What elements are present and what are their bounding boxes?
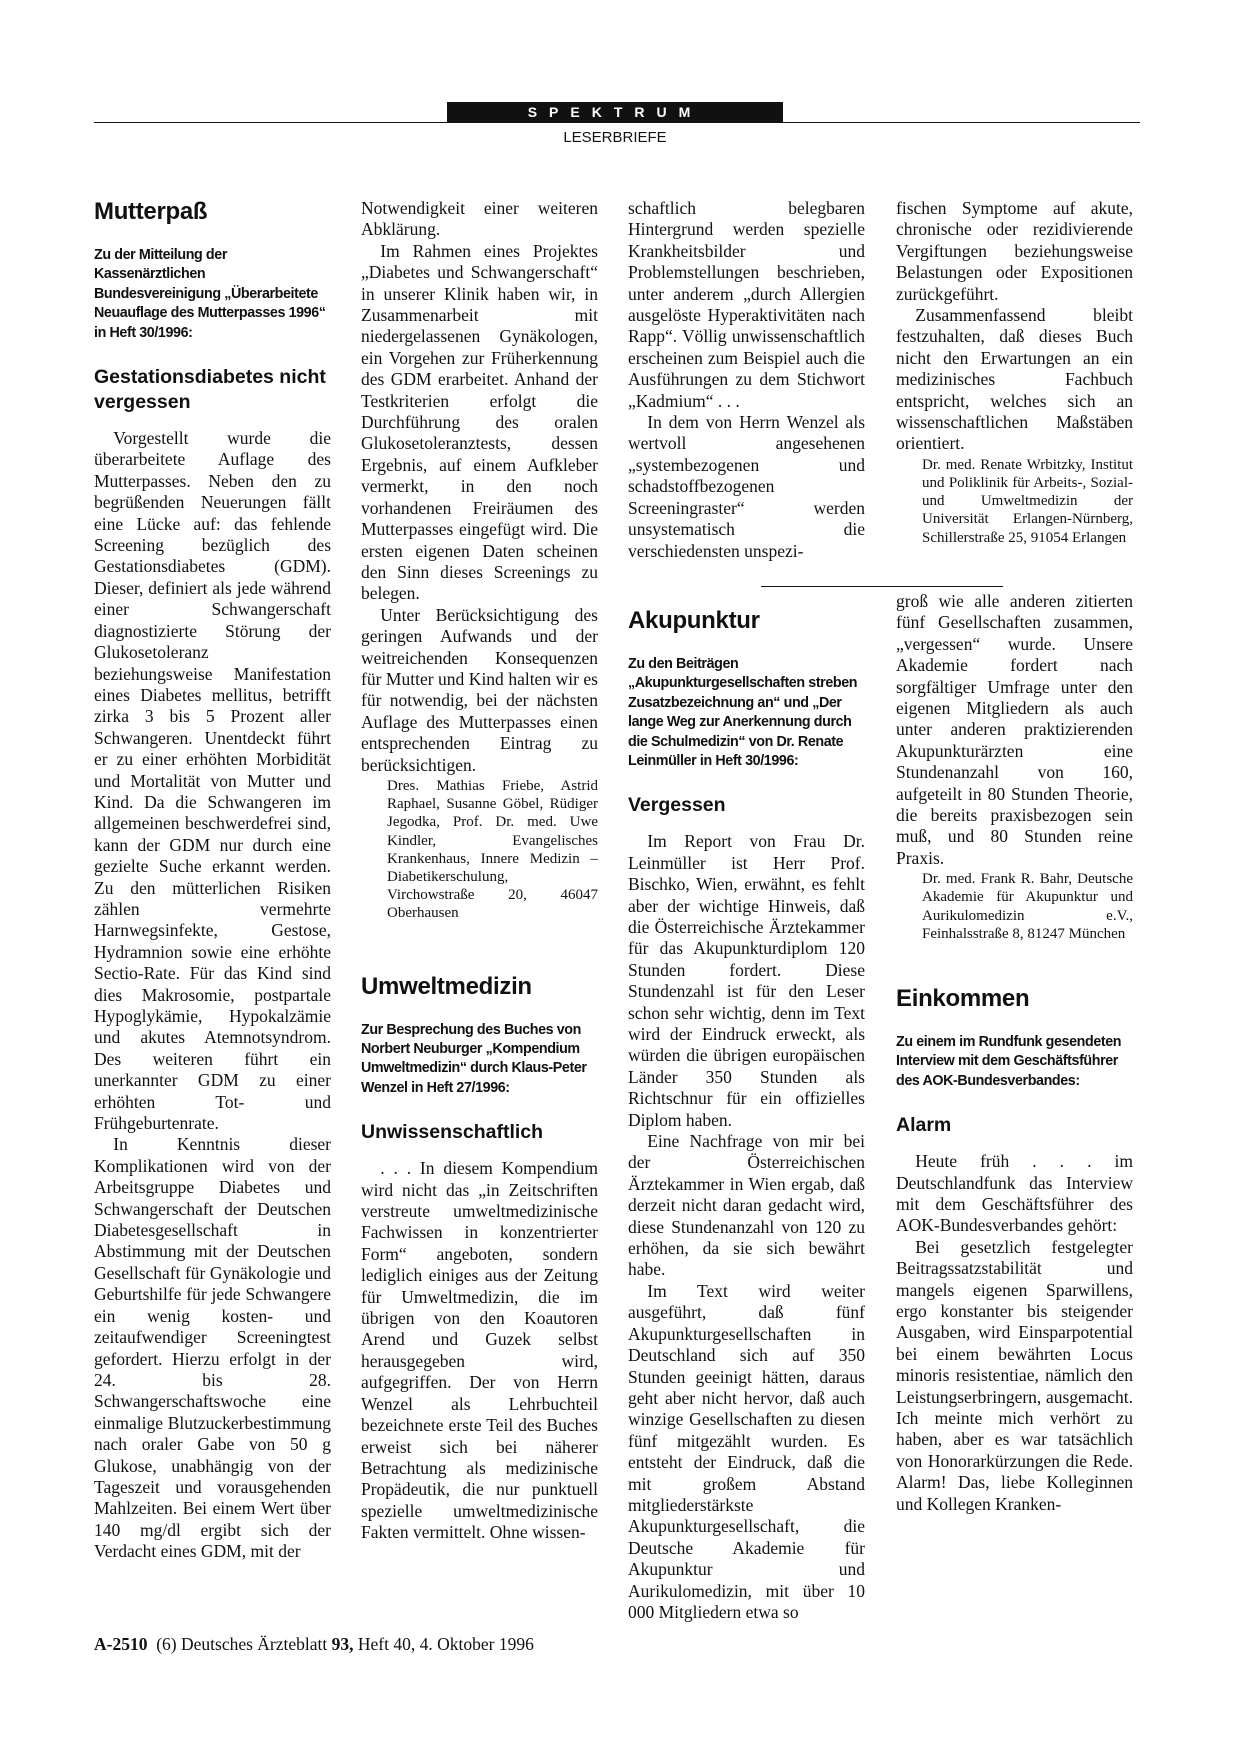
body-paragraph: schaftlich belegbaren Hintergrund werden spezielle Krankheitsbilder und Problemstellungen beschrieben, unter anderem „durch Allergien ausgelöste Hyperaktivitäten nach Rapp“. Völlig unwissenschaftlich erscheinen zum Beispiel auch die Ausführungen zu dem Stichwort „Kadmium“ . . .: [628, 198, 865, 411]
section-label: LESERBRIEFE: [563, 129, 667, 146]
article-intro: Zu der Mitteilung der Kassenärztlichen Bundesvereinigung „Überarbeitete Neuauflage des Mutterpasses 1996“ in Heft 30/1996:: [94, 247, 326, 341]
letter-signature: Dr. med. Renate Wrbitzky, Institut und Poliklinik für Arbeits-, Sozial- und Umweltmedizin der Universität Erlangen-Nürnberg, Schillerstraße 25, 91054 Erlangen: [922, 456, 1133, 546]
page-number: A-2510: [94, 1634, 148, 1654]
article-kicker: Mutterpaß: [94, 198, 208, 225]
body-paragraph: Bei gesetzlich festgelegter Beitragssatzstabilität und mangels eigenen Sparwillens, ergo konstanter bis steigender Ausgaben, wird Einsparpotential bei einem bewährten Locus minoris resistentiae, nämlich den Leistungserbringern, ausgemacht. Ich meinte mich verhört zu haben, aber es war tatsächlich von Honorarkürzungen die Rede. Alarm! Das, liebe Kolleginnen und Kollegen Kranken-: [896, 1236, 1133, 1514]
body-paragraph: groß wie alle anderen zitierten fünf Gesellschaften zusammen, „vergessen“ wurde. Unsere Akademie fordert nach sorgfältiger Umfrage unter den eigenen Mitgliedern als auch unter anderen praktizierenden Akupunkturärzten eine Stundenanzahl von 160, aufgeteilt in 80 Stunden Theorie, die bereits praxisbezogen sein muß, und 80 Stunden reine Praxis.: [896, 590, 1133, 868]
article-kicker: Einkommen: [896, 984, 1030, 1012]
body-paragraph: Im Rahmen eines Projektes „Diabetes und Schwangerschaft“ in unserer Klinik haben wir, in Zusammenarbeit mit niedergelassenen Gynäkologen, ein Vorgehen zur Früherkennung des GDM erarbeitet. Anhand der Testkriterien erfolgt die Durchführung des oralen Glukosetoleranztests, dessen Ergebnis, auf einem Aufkleber vermerkt, in den noch vorhandenen Freiräumen des Mutterpasses eingefügt wird. Die ersten eigenen Daten scheinen den Sinn dieses Screenings zu belegen.: [361, 240, 598, 604]
article-intro: Zu einem im Rundfunk gesendeten Interview mit dem Geschäftsführer des AOK-Bundesverbandes:: [896, 1033, 1122, 1089]
body-paragraph: In dem von Herrn Wenzel als wertvoll angesehenen „systembezogenen und schadstoffbezogenen Screeningraster“ werden unsystematisch die verschiedensten unspezi-: [628, 412, 865, 561]
letter-headline: Unwissenschaftlich: [361, 1121, 544, 1144]
body-paragraph: Im Report von Frau Dr. Leinmüller ist Herr Prof. Bischko, Wien, erwähnt, es fehlt aber der wichtige Hinweis, daß die Österreichische Ärztekammer für das Akupunkturdiplom 120 Stunden fordert. Diese Stundenzahl ist für den Leser schon sehr wichtig, denn im Text wird der Eindruck erweckt, als würden die übrigen europäischen Länder 350 Stunden als Richtschnur für ein offizielles Diplom haben.: [628, 831, 865, 1130]
page-footer: [94, 1634, 534, 1655]
letter-headline: Alarm: [896, 1114, 952, 1137]
header-rule: [94, 122, 1140, 123]
article-intro: Zu den Beiträgen „Akupunkturgesellschaften streben Zusatzbezeichnung an“ und „Der lange Weg zur Anerkennung durch die Schulmedizin“ von Dr. Renate Leinmüller in Heft 30/1996:: [628, 655, 858, 769]
letter-headline: Gestationsdiabetes nicht vergessen: [94, 366, 326, 414]
body-paragraph: Notwendigkeit einer weiteren Abklärung.: [361, 198, 598, 240]
letter-signature: Dr. med. Frank R. Bahr, Deutsche Akademie für Akupunktur und Aurikulomedizin e.V., Feinhalsstraße 8, 81247 München: [922, 871, 1133, 942]
body-paragraph: Vorgestellt wurde die überarbeitete Auflage des Mutterpasses. Neben den zu begrüßenden Neuerungen fällt eine Lücke auf: das fehlende Screening bezüglich des Gestationsdiabetes (GDM). Dieser, definiert als jede während einer Schwangerschaft diagnostizierte Störung der Glukosetoleranz beziehungsweise Manifestation eines Diabetes mellitus, betrifft zirka 3 bis 5 Prozent aller Schwangeren. Unentdeckt führt er zu einer erhöhten Morbidität und Mortalität von Mutter und Kind. Da die Schwangeren im allgemeinen beschwerdefrei sind, kann der GDM nur durch eine gezielte Suche erkannt werden. Zu den mütterlichen Risiken zählen vermehrte Harnwegsinfekte, Gestose, Hydramnion sowie eine erhöhte Sectio-Rate. Für das Kind sind dies Makrosomie, postpartale Hypoglykämie, Hypokalzämie und akutes Atemnotsyndrom. Des weiteren führt ein unerkannter GDM zu einer erhöhten Tot- und Frühgeburtenrate.: [94, 428, 331, 1134]
column-4: [896, 198, 1133, 1515]
section-band: SPEKTRUM: [447, 102, 783, 122]
body-paragraph: Zusammenfassend bleibt festzuhalten, daß dieses Buch nicht den Erwartungen an ein medizinisches Fachbuch entspricht, welches sich an wissenschaftlichen Maßstäben orientiert.: [896, 305, 1133, 454]
body-paragraph: Heute früh . . . im Deutschlandfunk das Interview mit dem Geschäftsführer des AOK-Bundesverbandes gehört:: [896, 1151, 1133, 1236]
journal-name: (6) Deutsches Ärzteblatt: [156, 1634, 332, 1654]
article-kicker: Umweltmedizin: [361, 972, 532, 1000]
column-1: [94, 198, 331, 1563]
body-paragraph: fischen Symptome auf akute, chronische oder rezidivierende Vergiftungen beziehungsweise Belastungen oder Expositionen zurückgeführt.: [896, 198, 1133, 304]
letter-signature: Dres. Mathias Friebe, Astrid Raphael, Susanne Göbel, Rüdiger Jegodka, Prof. Dr. med. Uwe Kindler, Evangelisches Krankenhaus, Innere Medizin – Diabetikerschulung, Virchowstraße 20, 46047 Oberhausen: [387, 777, 598, 922]
volume-number: 93,: [331, 1634, 354, 1654]
issue-date: Heft 40, 4. Oktober 1996: [353, 1634, 534, 1654]
letter-headline: Vergessen: [628, 794, 726, 817]
column-3: [628, 198, 865, 1623]
article-intro: Zur Besprechung des Buches von Norbert Neuburger „Kompendium Umweltmedizin“ durch Klaus-Peter Wenzel in Heft 27/1996:: [361, 1021, 587, 1096]
body-paragraph: Eine Nachfrage von mir bei der Österreichischen Ärztekammer in Wien ergab, daß derzeit nicht daran gedacht wird, diese Stundenanzahl von 120 zu erhöhen, da sie sich bewährt habe.: [628, 1131, 865, 1280]
body-paragraph: Im Text wird weiter ausgeführt, daß fünf Akupunkturgesellschaften in Deutschland sich auf 350 Stunden geeinigt hätten, daraus geht aber nicht hervor, daß auch winzige Gesellschaften zu diesen fünf mitgezählt wurden. Es entsteht der Eindruck, daß die mit großem Abstand mitgliederstärkste Akupunkturgesellschaft, die Deutsche Akademie für Akupunktur und Aurikulomedizin, mit über 10 000 Mitgliedern etwa so: [628, 1280, 865, 1622]
column-2: [361, 198, 598, 1544]
body-paragraph: In Kenntnis dieser Komplikationen wird von der Arbeitsgruppe Diabetes und Schwangerschaft der Deutschen Diabetesgesellschaft in Abstimmung mit der Deutschen Gesellschaft für Gynäkologie und Geburtshilfe für jede Schwangere ein wenig kosten- und zeitaufwendiger Screeningtest gefordert. Hierzu erfolgt in der 24. bis 28. Schwangerschaftswoche eine einmalige Blutzuckerbestimmung nach oraler Gabe von 50 g Glukose, unabhängig von der Tageszeit und vorausgehenden Mahlzeiten. Bei einem Wert über 140 mg/dl ergibt sich der Verdacht eines GDM, mit der: [94, 1134, 331, 1562]
article-kicker: Akupunktur: [628, 606, 760, 634]
body-paragraph: . . . In diesem Kompendium wird nicht das „in Zeitschriften verstreute umweltmedizinische Fachwissen in konzentrierter Form“ angeboten, sondern lediglich einiges aus der Zeitung für Umweltmedizin, die im übrigen von den Koautoren Arend und Guzek selbst herausgegeben wird, aufgegriffen. Der von Herrn Wenzel als Lehrbuchteil bezeichnete erste Teil des Buches erweist sich bei näherer Betrachtung als medizinische Propädeutik, die nur punktuell spezielle umweltmedizinische Fakten vermittelt. Ohne wissen-: [361, 1158, 598, 1543]
body-paragraph: Unter Berücksichtigung des geringen Aufwands und der weitreichenden Konsequenzen für Mutter und Kind halten wir es für notwendig, bei der nächsten Auflage des Mutterpasses einen entsprechenden Eintrag zu berücksichtigen.: [361, 604, 598, 775]
